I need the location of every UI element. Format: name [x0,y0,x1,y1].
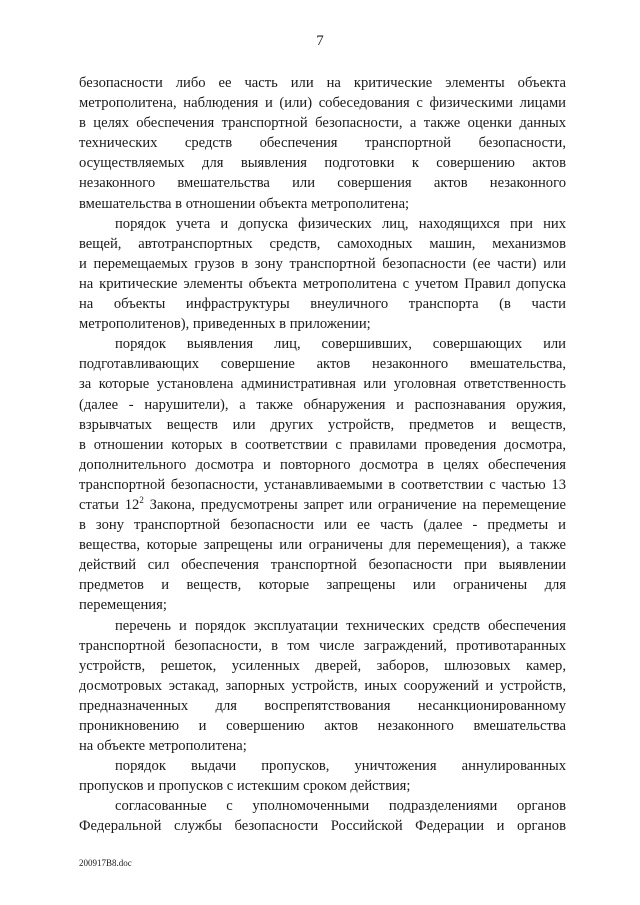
text-line-content: транспортной безопасности, в том числе заграждений, противотаранных [79,637,566,654]
text-line [79,274,566,294]
text-line-content: технических средств обеспечения транспортной безопасности, [79,135,566,152]
text-line [79,696,566,716]
text-line-content: проникновению и совершению актов незаконного вмешательства [79,718,566,734]
text-line-content: метрополитена, наблюдения и (или) собеседования с физическими лицами [79,95,566,112]
document-body [79,73,566,837]
text-line [79,636,566,656]
text-line-content: транспортной безопасности, устанавливаемыми в соответствии с частью 13 [79,476,566,493]
text-line [79,73,566,93]
text-line [79,153,566,173]
text-line-content: дополнительного досмотра и повторного досмотра в целях обеспечения [79,456,566,473]
text-line-content: подготавливающих совершение актов незаконного вмешательства, [79,356,566,373]
text-line [79,374,566,394]
text-line [79,595,566,615]
text-line [79,716,566,736]
text-line-content: и перемещаемых грузов в зону транспортной безопасности (ее части) или [79,255,566,272]
text-line-content: порядок учета и допуска физических лиц, находящихся при них [115,215,566,232]
text-line-content: вмешательства в отношении объекта метрополитена; [79,195,410,212]
text-line-content: предназначенных для воспрепятствования несанкционированному [79,697,566,714]
text-line-content: досмотровых эстакад, запорных устройств, иных сооружений и устройств, [79,677,566,694]
text-line [79,515,566,535]
text-line [79,113,566,133]
text-line-content: порядок выявления лиц, совершивших, совершающих или [115,336,566,353]
text-line [79,214,566,234]
text-line-content: вещей, автотранспортных средств, самоходных машин, механизмов [79,235,566,252]
text-line [79,656,566,676]
text-line-content: метрополитенов), приведенных в приложении; [79,316,371,333]
text-line [79,455,566,475]
text-line-content: Федеральной службы безопасности Российской Федерации и органов [79,818,566,835]
text-line [79,816,566,836]
text-line-content: статьи 12 [79,496,140,513]
text-line-content: незаконного вмешательства или совершения актов незаконного [79,175,566,192]
text-line [79,294,566,314]
text-line [79,676,566,696]
text-line-content: действий сил обеспечения транспортной безопасности при выявлении [79,557,566,574]
text-line-content: (далее - нарушители), а также обнаружения и распознавания оружия, [79,396,566,413]
text-line [79,254,566,274]
text-line-content: перечень и порядок эксплуатации технических средств обеспечения [115,617,566,634]
text-line-content: в зону транспортной безопасности или ее часть (далее - предметы и [79,517,566,534]
text-line-content: согласованные с уполномоченными подразделениями органов [115,798,566,815]
text-line [79,194,566,214]
text-line-content: взрывчатых веществ или других устройств, предметов и веществ, [79,416,566,433]
text-line [79,314,566,334]
text-line-content: вещества, которые запрещены или ограничены для перемещения), а также [79,537,566,554]
text-line-content: на объекты инфраструктуры внеуличного транспорта (в части [79,296,566,313]
text-line [79,736,566,756]
text-line [79,354,566,374]
text-line-content: пропусков и пропусков с истекшим сроком действия; [79,778,411,795]
text-line [79,173,566,193]
text-line [79,334,566,354]
text-line-content: в целях обеспечения транспортной безопасности, а также оценки данных [79,115,566,132]
text-line [79,93,566,113]
text-line [79,796,566,816]
text-line-content: на критические элементы объекта метрополитена с учетом Правил допуска [79,275,566,292]
text-line-content: порядок выдачи пропусков, уничтожения аннулированных [115,758,566,775]
text-line-content: безопасности либо ее часть или на критические элементы объекта [79,75,566,91]
text-line [79,234,566,254]
text-line-content: перемещения; [79,597,167,614]
text-line [79,495,566,515]
text-line-content: на объекте метрополитена; [79,738,247,755]
superscript: 2 [139,494,144,505]
text-line-content: осуществляемых для выявления подготовки к совершению актов [79,155,566,172]
text-line [79,395,566,415]
text-line-content: устройств, решеток, усиленных дверей, заборов, шлюзовых камер, [79,657,566,674]
text-line [79,475,566,495]
text-line [79,133,566,153]
text-line [79,756,566,776]
text-line [79,435,566,455]
footer-filename: 200917B8.doc [79,858,132,868]
text-line [79,776,566,796]
text-line-content: в отношении которых в соответствии с правилами проведения досмотра, [79,436,566,453]
page-number: 7 [316,33,324,49]
text-line [79,415,566,435]
text-line [79,535,566,555]
text-line-content: за которые установлена административная или уголовная ответственность [79,376,566,393]
text-line [79,575,566,595]
text-line [79,555,566,575]
text-line-continuation: Закона, предусмотрены запрет или ограничение на перемещение [143,496,566,513]
text-line [79,616,566,636]
text-line-content: предметов и веществ, которые запрещены или ограничены для [79,577,566,594]
